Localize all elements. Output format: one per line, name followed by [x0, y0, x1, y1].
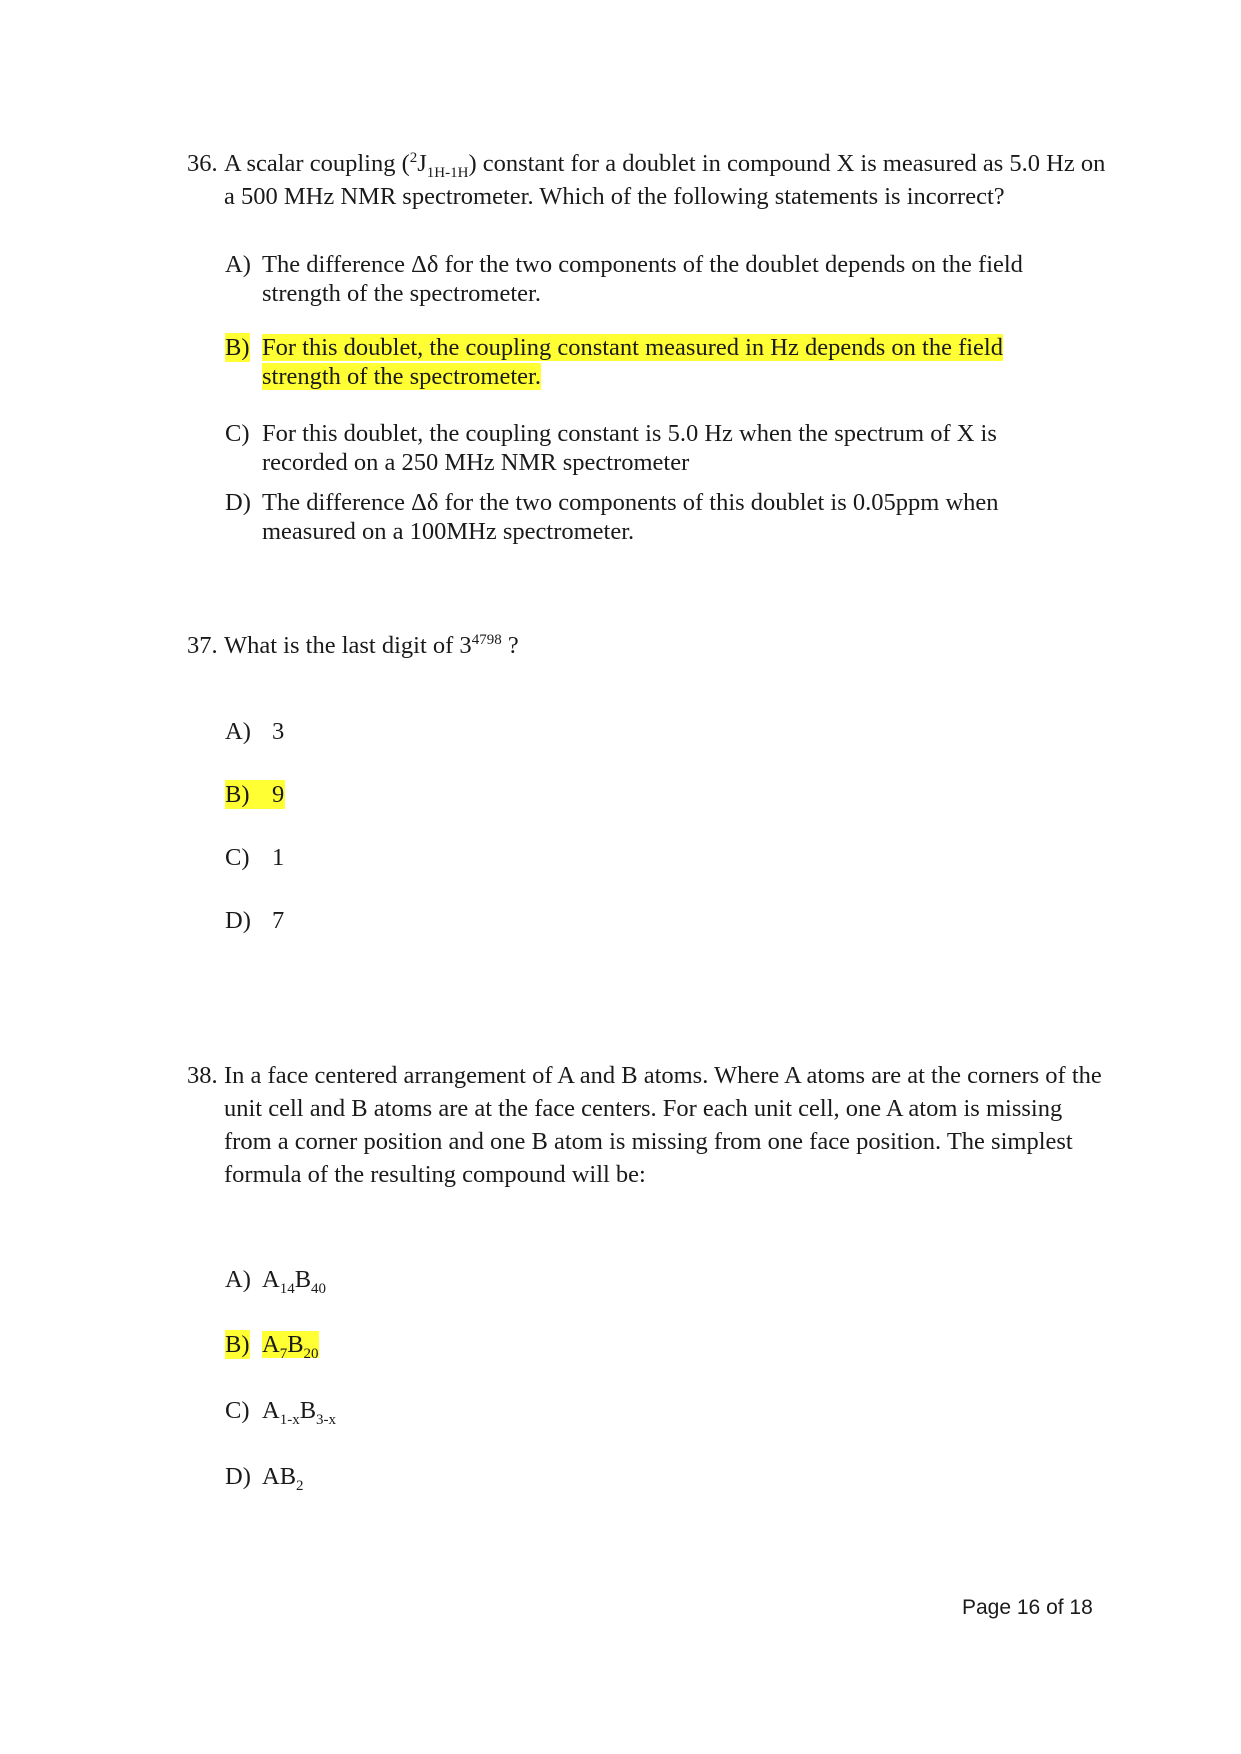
option-text: 3 — [272, 718, 285, 745]
option-label: D) — [225, 907, 251, 934]
option-36-d — [225, 488, 1085, 546]
option-label: B) — [225, 781, 250, 808]
option-37-d — [225, 906, 1085, 935]
option-36-b — [225, 333, 1085, 391]
option-38-d — [225, 1462, 1085, 1494]
option-label: C) — [225, 1397, 250, 1424]
option-text — [262, 1330, 1085, 1362]
question-37 — [187, 629, 1107, 662]
option-37-b — [225, 780, 1085, 809]
question-38 — [187, 1059, 1107, 1191]
option-text: $AB_2$ — [262, 1463, 304, 1494]
option-text: The difference Δδ for the two components of this doublet is 0.05ppm when measured on a 100MHz spectrometer. — [262, 489, 999, 545]
option-text — [262, 333, 1085, 391]
option-38-b — [225, 1330, 1085, 1362]
option-36-a — [225, 250, 1085, 308]
option-36-c — [225, 419, 1085, 477]
option-text: For this doublet, the coupling constant is 5.0 Hz when the spectrum of X is recorded on a 250 MHz NMR spectrometer — [262, 420, 997, 476]
option-label: B) — [225, 334, 250, 361]
option-37-a — [225, 717, 1085, 746]
option-text: 1 — [272, 844, 285, 871]
option-label: A) — [225, 718, 251, 745]
question-stem: In a face centered arrangement of A and B atoms. Where A atoms are at the corners of the unit cell and B atoms are at the face centers. For each unit cell, one A atom is missing from a corner position and one B atom is missing from one face position. The simplest formula of the resulting compound will be: — [224, 1062, 1102, 1188]
option-label: A) — [225, 251, 251, 278]
highlighted-answer: For this doublet, the coupling constant measured in Hz depends on the field strength of the spectrometer. — [262, 334, 1003, 390]
option-label: D) — [225, 1463, 251, 1490]
option-label: C) — [225, 420, 250, 447]
option-text: 9 — [272, 781, 285, 808]
option-38-a — [225, 1265, 1085, 1297]
option-label: B) — [225, 1331, 250, 1358]
question-36 — [187, 147, 1107, 213]
option-label: C) — [225, 844, 250, 871]
page-number: Page 16 of 18 — [962, 1596, 1093, 1619]
question-number: 38. — [187, 1062, 218, 1089]
option-text: $A_{14}B_{40}$ — [262, 1266, 327, 1297]
question-number: 36. — [187, 150, 218, 177]
option-text: $A_{1-x}B_{3-x}$ — [262, 1397, 337, 1428]
option-37-c — [225, 843, 1085, 872]
option-label: D) — [225, 489, 251, 516]
question-stem: A scalar coupling $(^2J_{1H-1H})$ constant for a doublet in compound X is measured as 5.0 Hz on a 500 MHz NMR spectrometer. Which of the following statements is incorrect? — [224, 149, 1106, 210]
question-number: 37. — [187, 632, 218, 659]
option-text: 7 — [272, 907, 285, 934]
option-text: The difference Δδ for the two components of the doublet depends on the field strength of the spectrometer. — [262, 251, 1023, 307]
option-38-c — [225, 1396, 1085, 1428]
option-label: A) — [225, 1266, 251, 1293]
question-stem: What is the last digit of $3^{4798}$ ? — [224, 631, 519, 659]
highlighted-answer: $A_7B_{20}$ — [262, 1331, 319, 1362]
